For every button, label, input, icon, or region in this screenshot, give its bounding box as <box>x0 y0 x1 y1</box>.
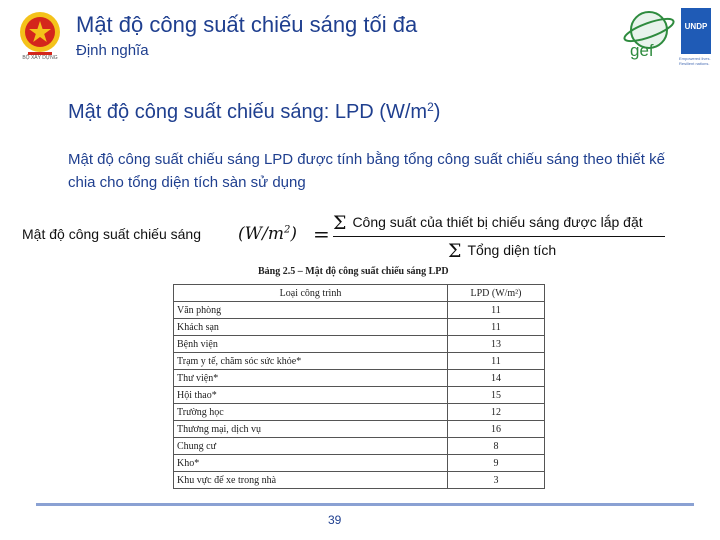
table-row <box>174 302 545 319</box>
table-row <box>174 404 545 421</box>
lpd-value-cell: 8 <box>448 438 545 455</box>
section-heading: Mật độ công suất chiếu sáng: LPD $(W/m^2)$ <box>68 100 441 123</box>
building-type-cell: Thư viện* <box>174 370 448 387</box>
undp-caption: Empowered lives. Resilient nations. <box>679 56 711 66</box>
table-row <box>174 438 545 455</box>
building-type-cell: Trạm y tế, chăm sóc sức khỏe* <box>174 353 448 370</box>
definition-paragraph: Mật độ công suất chiếu sáng LPD được tính bằng tổng công suất chiếu sáng theo thiết kế chia cho tổng diện tích sàn sử dụng <box>68 151 665 191</box>
lpd-value-cell: 11 <box>448 302 545 319</box>
lpd-value-cell: 16 <box>448 421 545 438</box>
lpd-value-cell: 15 <box>448 387 545 404</box>
table-row <box>174 370 545 387</box>
fraction-bar <box>333 236 665 237</box>
table-row <box>174 421 545 438</box>
table-row <box>174 336 545 353</box>
table-header-row <box>174 285 545 302</box>
building-type-cell: Hội thao* <box>174 387 448 404</box>
table-row <box>174 319 545 336</box>
formula-unit: $(W/m^2)$ <box>238 224 297 244</box>
formula-label: Mật độ công suất chiếu sáng <box>22 226 202 242</box>
undp-logo <box>681 8 711 54</box>
lpd-value-cell: 9 <box>448 455 545 472</box>
header-building-type: Loại công trình <box>174 285 448 302</box>
lpd-table <box>173 284 545 489</box>
building-type-cell: Bệnh viện <box>174 336 448 353</box>
table-row <box>174 387 545 404</box>
lpd-value-cell: 13 <box>448 336 545 353</box>
lpd-value-cell: 3 <box>448 472 545 489</box>
sigma-icon: Σ <box>333 212 347 234</box>
formula-denominator: Σ Tổng diện tích <box>448 240 557 262</box>
building-type-cell: Văn phòng <box>174 302 448 319</box>
table-caption: Bảng 2.5 – Mật độ công suất chiếu sáng LPD <box>258 266 449 277</box>
building-type-cell: Trường học <box>174 404 448 421</box>
page-number: 39 <box>328 513 342 527</box>
building-type-cell: Kho* <box>174 455 448 472</box>
building-type-cell: Chung cư <box>174 438 448 455</box>
table-row <box>174 353 545 370</box>
footer-divider <box>36 503 694 506</box>
building-type-cell: Khu vực để xe trong nhà <box>174 472 448 489</box>
lpd-value-cell: 12 <box>448 404 545 421</box>
table-row <box>174 472 545 489</box>
page-subtitle: Định nghĩa <box>76 42 149 59</box>
building-type-cell: Thương mại, dịch vụ <box>174 421 448 438</box>
gef-logo-text: gef <box>630 41 654 60</box>
page-title: Mật độ công suất chiếu sáng tối đa <box>76 12 418 37</box>
undp-logo-text: UNDP <box>684 22 708 31</box>
gef-logo-icon <box>622 6 676 62</box>
emblem-caption: BỘ XÂY DỰNG <box>22 55 58 61</box>
table-row <box>174 455 545 472</box>
sigma-icon: Σ <box>448 240 462 262</box>
building-type-cell: Khách sạn <box>174 319 448 336</box>
lpd-value-cell: 11 <box>448 353 545 370</box>
lpd-value-cell: 11 <box>448 319 545 336</box>
formula-numerator: Σ Công suất của thiết bị chiếu sáng được lắp đặt <box>333 212 643 234</box>
vietnam-emblem-icon <box>18 10 62 60</box>
lpd-value-cell: 14 <box>448 370 545 387</box>
header-lpd: LPD (W/m²) <box>448 285 545 302</box>
formula-equals: = <box>313 222 330 246</box>
